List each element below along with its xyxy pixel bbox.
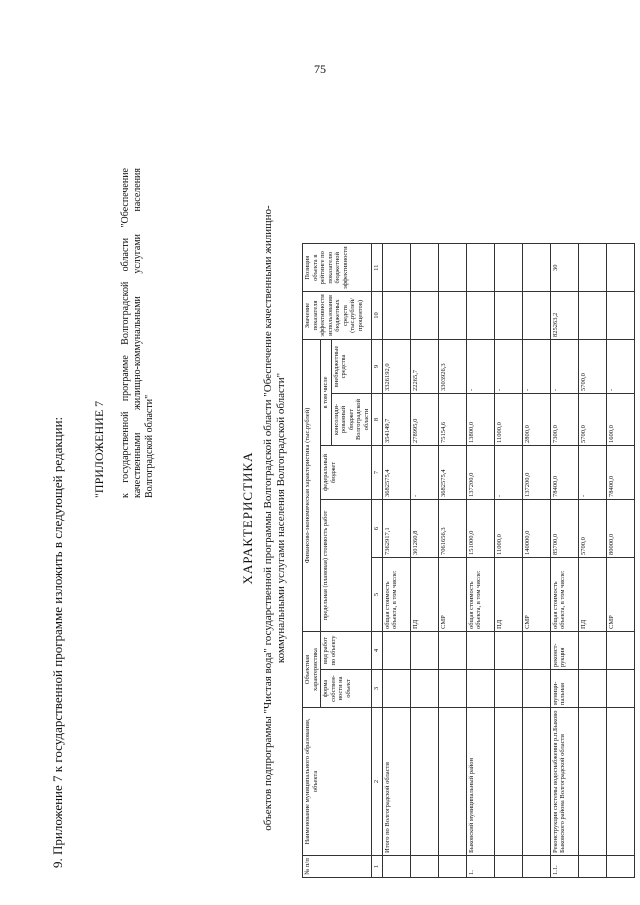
header-work-type: вид работ по объекту (321, 632, 372, 670)
row-cost-total: 5700,0 (578, 500, 606, 558)
row-efficiency: 825263,2 (550, 292, 578, 340)
row-cost-total: 7362917,1 (382, 500, 410, 558)
row-regional: 1600,0 (606, 394, 634, 446)
header-finance: Финансово-экономическая характеристика (тыс.рублей) (303, 340, 321, 632)
col-number: 5 (372, 558, 383, 632)
col-number: 2 (372, 708, 383, 856)
row-ownership: муници-пальная (550, 670, 578, 708)
row-num (522, 856, 550, 878)
document-subtitle: объектов подпрограммы "Чистая вода" государственной программы Волгоградской области "Обеспечение качественными жилищно-коммунальными услугами населения Волгоградской области" (262, 205, 287, 831)
row-work-type (466, 632, 494, 670)
col-number: 1 (372, 856, 383, 878)
row-regional: 278995,0 (410, 394, 438, 446)
row-cost-total: 11000,0 (494, 500, 522, 558)
row-extra: - (606, 340, 634, 394)
col-number: 7 (372, 446, 383, 500)
row-num (438, 856, 466, 878)
table-row (578, 244, 606, 878)
row-extra: 22265,7 (410, 340, 438, 394)
row-federal: 78400,0 (550, 446, 578, 500)
row-num (382, 856, 410, 878)
row-position (410, 244, 438, 292)
row-ownership (438, 670, 466, 708)
row-regional: 5700,0 (578, 394, 606, 446)
row-position (578, 244, 606, 292)
row-name: Реконструкция системы водоснабжения р.п.Быково Быковского района Волгоградской области (550, 708, 578, 856)
page-number: 75 (314, 62, 326, 76)
characteristics-table (302, 243, 635, 878)
row-position (522, 244, 550, 292)
row-ownership (606, 670, 634, 708)
row-num (606, 856, 634, 878)
row-ownership (522, 670, 550, 708)
row-extra: 3326192,0 (382, 340, 410, 394)
row-work-type (438, 632, 466, 670)
row-regional: 13800,0 (466, 394, 494, 446)
row-num: 1. (466, 856, 494, 878)
row-work-type (578, 632, 606, 670)
row-position (494, 244, 522, 292)
row-ownership (578, 670, 606, 708)
row-name (606, 708, 634, 856)
row-regional: 7300,0 (550, 394, 578, 446)
row-name (522, 708, 550, 856)
row-cost-total: 7061656,3 (438, 500, 466, 558)
header-federal: федеральный бюджет (321, 446, 372, 500)
rotated-page-content (40, 18, 615, 878)
col-number: 11 (372, 244, 383, 292)
row-extra: 5700,0 (578, 340, 606, 394)
row-name (438, 708, 466, 856)
table-row (522, 244, 550, 878)
row-position (466, 244, 494, 292)
row-num: 1.1. (550, 856, 578, 878)
col-number: 3 (372, 670, 383, 708)
row-work-type (410, 632, 438, 670)
row-cost-item: ПД (494, 558, 522, 632)
table-row (466, 244, 494, 878)
row-cost-item: СМР (522, 558, 550, 632)
row-name (410, 708, 438, 856)
header-regional: консолиди-рованный бюджет Волгоградской области (331, 394, 372, 446)
row-name (578, 708, 606, 856)
row-extra: - (522, 340, 550, 394)
row-position (606, 244, 634, 292)
row-work-type (494, 632, 522, 670)
col-number: 8 (372, 394, 383, 446)
header-object-char: Объектная характеристика (303, 632, 321, 708)
document-title: ХАРАКТЕРИСТИКА (240, 451, 255, 585)
row-work-type (522, 632, 550, 670)
table-row (606, 244, 634, 878)
row-work-type: реконст-рукция (550, 632, 578, 670)
row-num (410, 856, 438, 878)
row-num (494, 856, 522, 878)
row-extra: - (466, 340, 494, 394)
row-efficiency (578, 292, 606, 340)
row-ownership (382, 670, 410, 708)
table-row (382, 244, 410, 878)
intro-text: 9. Приложение 7 к государственной программе изложить в следующей редакции: (50, 416, 65, 868)
row-cost-item: СМР (606, 558, 634, 632)
row-federal: - (494, 446, 522, 500)
row-cost-item: ПД (410, 558, 438, 632)
row-cost-item: СМР (438, 558, 466, 632)
header-efficiency: Значение показателя эффективности использования бюджетных средств (тыс.рублей/ процентов) (303, 292, 372, 340)
row-cost-total: 151000,0 (466, 500, 494, 558)
row-num (578, 856, 606, 878)
row-federal: 137200,0 (522, 446, 550, 500)
row-efficiency (606, 292, 634, 340)
row-federal: - (578, 446, 606, 500)
row-cost-item: ПД (578, 558, 606, 632)
table-row (438, 244, 466, 878)
row-extra: - (494, 340, 522, 394)
col-number: 9 (372, 340, 383, 394)
row-regional: 2800,0 (522, 394, 550, 446)
row-efficiency (522, 292, 550, 340)
row-efficiency (438, 292, 466, 340)
row-cost-item: общая стоимость объекта, в том числе: (382, 558, 410, 632)
header-position: Позиция объекта в рейтинге по показателю бюджетной эффективности (303, 244, 372, 292)
row-extra: 3303926,3 (438, 340, 466, 394)
row-federal: 3682575,4 (382, 446, 410, 500)
row-regional: 75154,6 (438, 394, 466, 446)
header-cost: предельная (плановая) стоимость работ (321, 500, 372, 632)
row-efficiency (382, 292, 410, 340)
row-ownership (494, 670, 522, 708)
row-position (382, 244, 410, 292)
table-row (410, 244, 438, 878)
row-cost-item: общая стоимость объекта, в том числе: (550, 558, 578, 632)
row-cost-item: общая стоимость объекта, в том числе: (466, 558, 494, 632)
row-name: Быковский муниципальный район (466, 708, 494, 856)
row-cost-total: 85700,0 (550, 500, 578, 558)
row-name: Итого по Волгоградской области (382, 708, 410, 856)
table-row (550, 244, 578, 878)
row-federal: 78400,0 (606, 446, 634, 500)
header-num: № п/п (303, 856, 372, 878)
row-work-type (382, 632, 410, 670)
row-efficiency (494, 292, 522, 340)
row-cost-total: 301260,8 (410, 500, 438, 558)
row-efficiency (466, 292, 494, 340)
row-federal: 3682575,4 (438, 446, 466, 500)
table-row (494, 244, 522, 878)
row-regional: 354149,7 (382, 394, 410, 446)
col-number: 6 (372, 500, 383, 558)
header-incl: в том числе (321, 340, 332, 446)
row-name (494, 708, 522, 856)
header-name: Наименование муниципального образования, объекта (303, 708, 372, 856)
appendix-title: "ПРИЛОЖЕНИЕ 7 (92, 400, 106, 498)
row-position: 30 (550, 244, 578, 292)
row-efficiency (410, 292, 438, 340)
row-ownership (466, 670, 494, 708)
header-extra: внебюджетные средства (331, 340, 372, 394)
header-ownership: форма собствен-ности на объект (321, 670, 372, 708)
row-cost-total: 80000,0 (606, 500, 634, 558)
row-position (438, 244, 466, 292)
row-cost-total: 140000,0 (522, 500, 550, 558)
col-number: 10 (372, 292, 383, 340)
row-regional: 11000,0 (494, 394, 522, 446)
table-body (382, 244, 634, 878)
col-number: 4 (372, 632, 383, 670)
row-work-type (606, 632, 634, 670)
row-extra: - (550, 340, 578, 394)
row-federal: 137200,0 (466, 446, 494, 500)
appendix-body: к государственной программе Волгоградской области "Обеспечение качественными жилищно-коммунальными услугами населения Волгоградской области" (120, 168, 155, 498)
row-ownership (410, 670, 438, 708)
row-federal: - (410, 446, 438, 500)
